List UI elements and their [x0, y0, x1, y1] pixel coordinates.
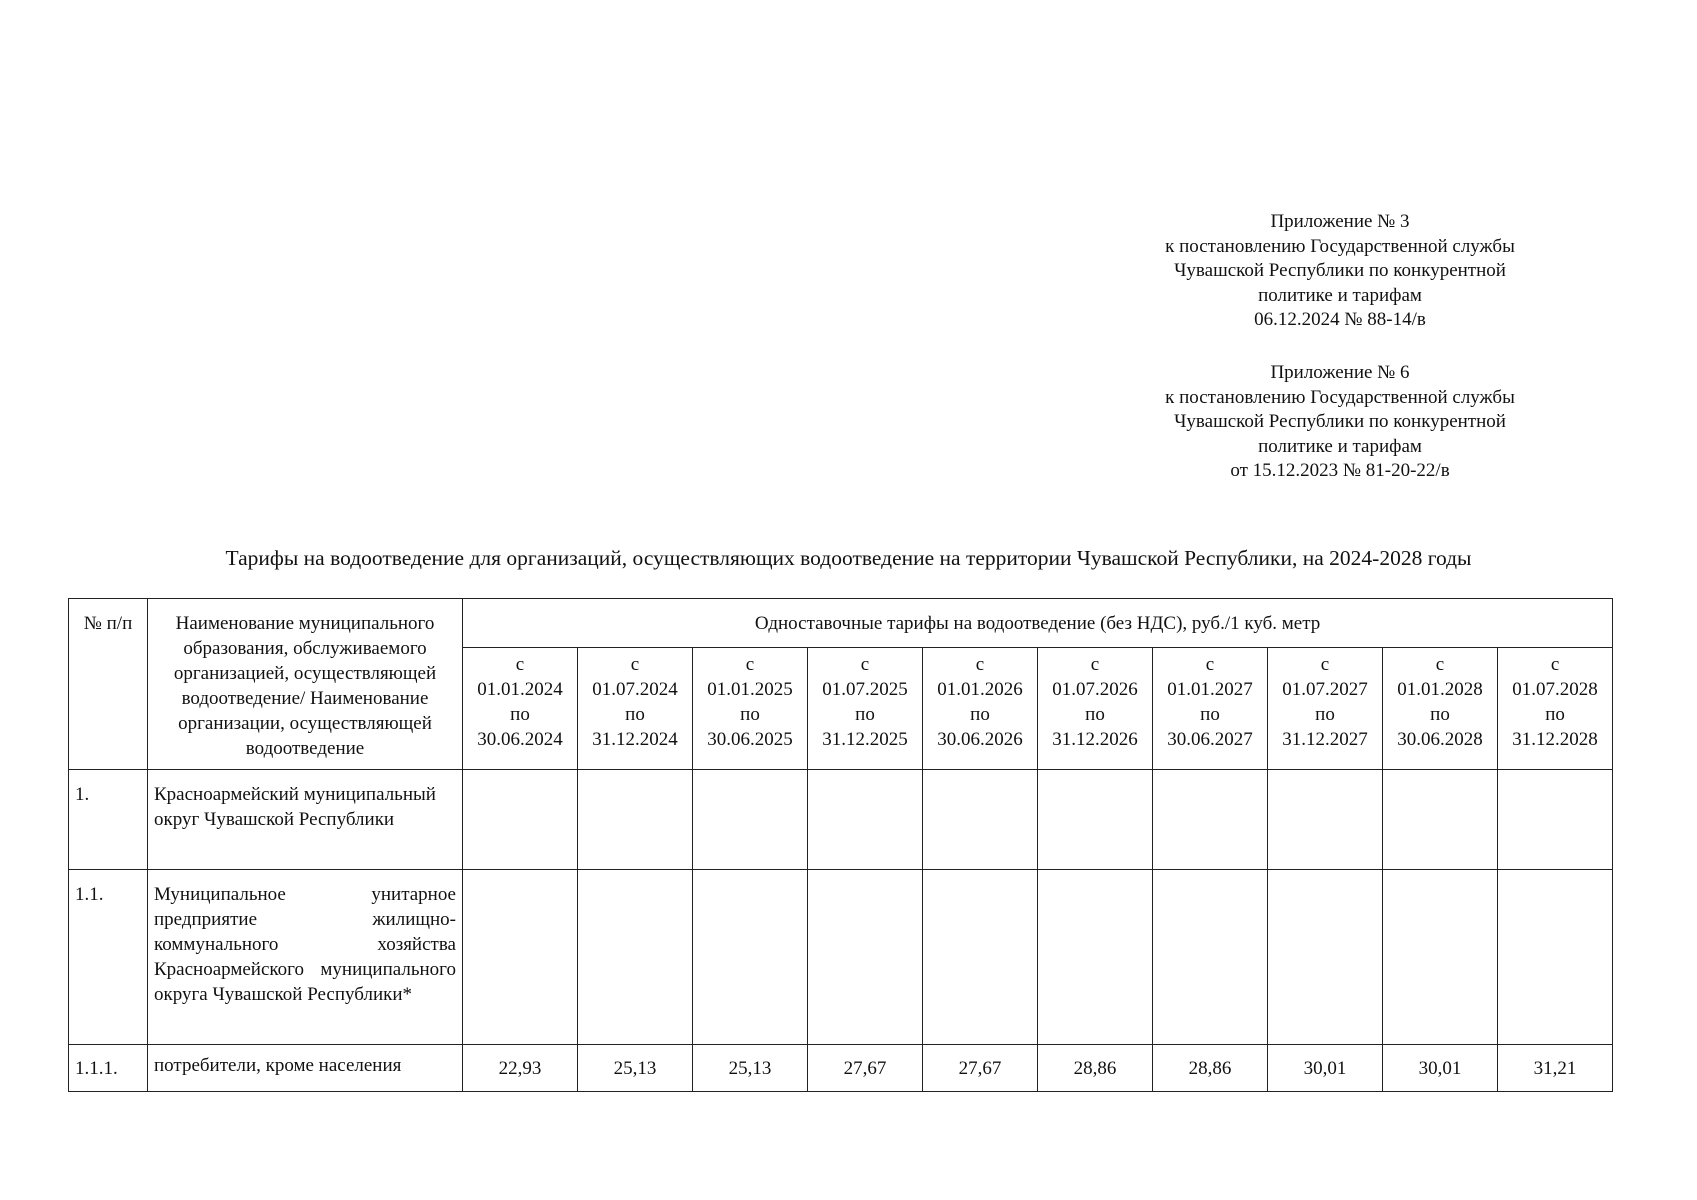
- period-to: 31.12.2028: [1512, 729, 1598, 750]
- table-row: [69, 770, 1613, 870]
- tariff-value-cell: [808, 870, 923, 1045]
- tariff-value-cell: [463, 870, 578, 1045]
- col-header-period: [1038, 648, 1153, 770]
- appendix-3-header: [1080, 210, 1600, 333]
- period-from: 01.07.2024: [592, 679, 678, 700]
- tariff-value-cell: [1153, 870, 1268, 1045]
- appendix-6-header: [1080, 361, 1600, 484]
- appendix-line: 06.12.2024 № 88-14/в: [1254, 309, 1426, 330]
- period-from: 01.01.2024: [477, 679, 563, 700]
- period-to: 30.06.2026: [937, 729, 1023, 750]
- period-from: 01.07.2027: [1282, 679, 1368, 700]
- tariff-value-cell: [1038, 770, 1153, 870]
- period-c: с: [515, 654, 525, 675]
- period-to: 30.06.2028: [1397, 729, 1483, 750]
- tariff-value-cell: 28,86: [1038, 1045, 1153, 1092]
- appendix-line: от 15.12.2023 № 81-20-22/в: [1230, 460, 1450, 481]
- tariff-value-cell: [1268, 770, 1383, 870]
- tariff-value-cell: [693, 870, 808, 1045]
- period-c: с: [1320, 654, 1330, 675]
- tariff-value-cell: [923, 870, 1038, 1045]
- tariff-value-cell: [578, 770, 693, 870]
- period-po: по: [740, 704, 760, 725]
- period-po: по: [510, 704, 530, 725]
- period-po: по: [1085, 704, 1105, 725]
- tariff-value-cell: [578, 870, 693, 1045]
- row-number: 1.1.1.: [69, 1045, 148, 1092]
- period-to: 30.06.2025: [707, 729, 793, 750]
- period-po: по: [1200, 704, 1220, 725]
- period-to: 31.12.2025: [822, 729, 908, 750]
- col-header-name: Наименование муниципального образования, обслуживаемого организацией, осуществляющей водоотведение/ Наименование организации, осуществляющей водоотведение: [148, 599, 463, 770]
- col-header-period: [578, 648, 693, 770]
- appendix-line: Приложение № 6: [1270, 362, 1410, 383]
- row-name: Красноармейский муниципальный округ Чувашской Республики: [148, 770, 463, 870]
- tariff-value-cell: 22,93: [463, 1045, 578, 1092]
- col-header-period: [808, 648, 923, 770]
- table-row: [69, 1045, 1613, 1092]
- row-number: 1.: [69, 770, 148, 870]
- period-from: 01.01.2025: [707, 679, 793, 700]
- tariff-value-cell: 31,21: [1498, 1045, 1613, 1092]
- appendix-line: политике и тарифам: [1258, 284, 1422, 306]
- tariff-value-cell: 27,67: [808, 1045, 923, 1092]
- period-to: 30.06.2027: [1167, 729, 1253, 750]
- table-row: [69, 870, 1613, 1045]
- appendix-line: Чувашской Республики по конкурентной: [1174, 260, 1506, 281]
- period-from: 01.01.2026: [937, 679, 1023, 700]
- period-to: 30.06.2024: [477, 729, 563, 750]
- period-po: по: [855, 704, 875, 725]
- col-header-period: [1153, 648, 1268, 770]
- tariff-value-cell: [463, 770, 578, 870]
- col-header-period: [923, 648, 1038, 770]
- period-c: с: [1435, 654, 1445, 675]
- period-from: 01.07.2025: [822, 679, 908, 700]
- tariff-value-cell: [923, 770, 1038, 870]
- period-from: 01.07.2026: [1052, 679, 1138, 700]
- appendix-line: Чувашской Республики по конкурентной: [1174, 411, 1506, 432]
- period-c: с: [745, 654, 755, 675]
- appendix-line: политике и тарифам: [1258, 435, 1422, 457]
- tariff-value-cell: [1153, 770, 1268, 870]
- tariff-value-cell: [1383, 870, 1498, 1045]
- period-c: с: [1090, 654, 1100, 675]
- col-header-period: [463, 648, 578, 770]
- tariff-value-cell: [808, 770, 923, 870]
- tariff-value-cell: 25,13: [693, 1045, 808, 1092]
- row-number: 1.1.: [69, 870, 148, 1045]
- col-header-period: [1268, 648, 1383, 770]
- tariff-table: [68, 598, 1613, 1092]
- period-to: 31.12.2027: [1282, 729, 1368, 750]
- period-po: по: [625, 704, 645, 725]
- row-name: Муниципальное унитарное предприятие жилищно-коммунального хозяйства Красноармейского муниципального округа Чувашской Республики*: [148, 870, 463, 1045]
- period-po: по: [1430, 704, 1450, 725]
- tariff-value-cell: [1498, 870, 1613, 1045]
- document-title: Тарифы на водоотведение для организаций, осуществляющих водоотведение на территории Чувашской Республики, на 2024-2028 годы: [225, 546, 1472, 570]
- period-c: с: [630, 654, 640, 675]
- col-header-tariffs-group: Одноставочные тарифы на водоотведение (без НДС), руб./1 куб. метр: [463, 599, 1613, 648]
- period-c: с: [860, 654, 870, 675]
- period-po: по: [1315, 704, 1335, 725]
- tariff-value-cell: 27,67: [923, 1045, 1038, 1092]
- col-header-period: [1498, 648, 1613, 770]
- period-from: 01.07.2028: [1512, 679, 1598, 700]
- tariff-value-cell: 30,01: [1268, 1045, 1383, 1092]
- tariff-value-cell: [1038, 870, 1153, 1045]
- col-header-period: [1383, 648, 1498, 770]
- appendix-line: Приложение № 3: [1270, 211, 1410, 232]
- tariff-value-cell: [1383, 770, 1498, 870]
- appendix-line: к постановлению Государственной службы: [1165, 386, 1515, 408]
- tariff-value-cell: [1498, 770, 1613, 870]
- period-c: с: [1205, 654, 1215, 675]
- table-header-row: [69, 599, 1613, 648]
- row-name: потребители, кроме населения: [148, 1045, 463, 1092]
- tariff-value-cell: 30,01: [1383, 1045, 1498, 1092]
- period-c: с: [1550, 654, 1560, 675]
- period-to: 31.12.2026: [1052, 729, 1138, 750]
- period-from: 01.01.2027: [1167, 679, 1253, 700]
- period-po: по: [1545, 704, 1565, 725]
- tariff-value-cell: [1268, 870, 1383, 1045]
- period-from: 01.01.2028: [1397, 679, 1483, 700]
- period-to: 31.12.2024: [592, 729, 678, 750]
- appendix-line: к постановлению Государственной службы: [1165, 235, 1515, 257]
- period-po: по: [970, 704, 990, 725]
- col-header-number: № п/п: [69, 599, 148, 770]
- tariff-value-cell: 28,86: [1153, 1045, 1268, 1092]
- col-header-period: [693, 648, 808, 770]
- tariff-value-cell: [693, 770, 808, 870]
- tariff-value-cell: 25,13: [578, 1045, 693, 1092]
- period-c: с: [975, 654, 985, 675]
